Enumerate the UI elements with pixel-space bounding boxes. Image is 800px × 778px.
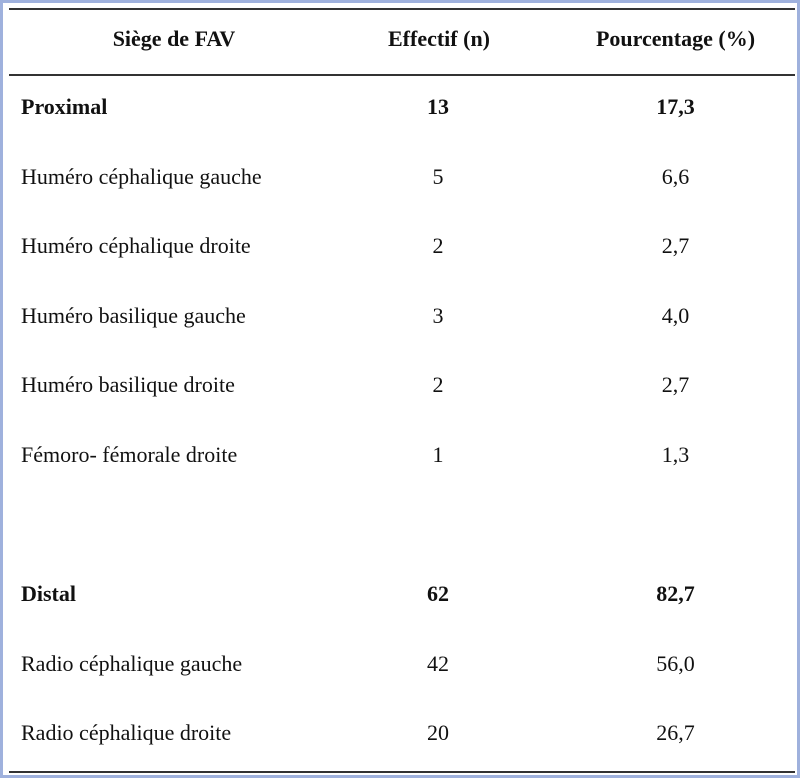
row-site: Huméro céphalique gauche [21,164,262,189]
table-row [9,713,795,753]
group-label: Proximal [21,94,108,119]
row-count: 2 [432,233,444,258]
row-percent: 26,7 [656,720,695,745]
row-count: 2 [432,372,444,397]
table-header-row [9,19,795,59]
group-percent: 82,7 [656,581,695,606]
table-row [9,157,795,197]
header-count: Effectif (n) [388,26,491,51]
row-count: 3 [432,303,444,328]
table-row [9,644,795,684]
group-percent: 17,3 [656,94,695,119]
row-site: Huméro basilique droite [21,372,235,397]
table-bottom-rule [9,771,795,773]
table-row [9,226,795,266]
row-percent: 56,0 [656,651,695,676]
group-count: 62 [427,581,449,606]
group-label: Distal [21,581,76,606]
row-site: Huméro basilique gauche [21,303,246,328]
row-percent: 2,7 [661,233,690,258]
table-row [9,435,795,475]
header-site: Siège de FAV [112,26,236,51]
row-percent: 1,3 [661,442,690,467]
row-count: 5 [432,164,444,189]
row-site: Huméro céphalique droite [21,233,251,258]
header-percent: Pourcentage (%) [595,26,756,51]
row-site: Radio céphalique gauche [21,651,243,676]
group-count: 13 [427,94,449,119]
table-row [9,296,795,336]
group-row-distal [9,574,795,614]
row-percent: 6,6 [661,164,690,189]
table-header-rule [9,74,795,76]
row-site: Fémoro- fémorale droite [21,442,238,467]
table-top-rule [9,8,795,10]
row-count: 1 [432,442,444,467]
group-row-proximal [9,87,795,127]
table-row [9,365,795,405]
row-count: 20 [427,720,449,745]
row-count: 42 [427,651,449,676]
row-percent: 2,7 [661,372,690,397]
row-site: Radio céphalique droite [21,720,232,745]
row-percent: 4,0 [661,303,690,328]
